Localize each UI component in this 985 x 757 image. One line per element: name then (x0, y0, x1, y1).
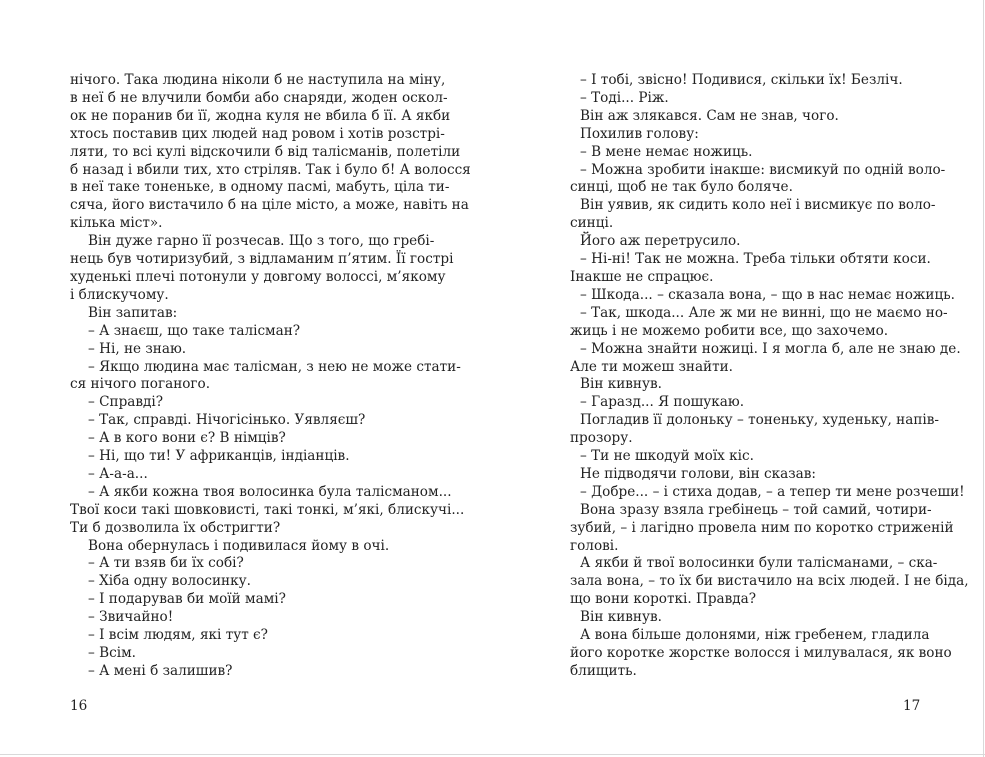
text-line: ся нічого поганого. (70, 376, 211, 393)
text-line: в неї б не влучили бомби або снаряди, жоден оскол- (70, 89, 448, 106)
text-line: кілька міст». (70, 215, 163, 232)
text-line: Його аж перетрусило. (580, 233, 741, 250)
text-line: – А знаєш, що таке талісман? (88, 322, 301, 339)
text-line: нець був чотиризубий, з відламаним п’ятим. Її гострі (70, 251, 454, 268)
text-line: худенькі плечі потонули у довгому волоссі, м’якому (70, 268, 446, 285)
text-line: – Можна знайти ножиці. І я могла б, але не знаю де. (580, 340, 961, 357)
text-line: – Справді? (88, 394, 164, 411)
text-line: нічого. Така людина ніколи б не наступила на міну, (70, 72, 446, 88)
text-line: Вона зразу взяла гребінець – той самий, чотири- (580, 501, 932, 518)
text-line: Не підводячи голови, він сказав: (580, 465, 816, 482)
left-page-number: 16 (70, 698, 88, 714)
text-line: – Шкода... – сказала вона, – що в нас немає ножиць. (580, 286, 955, 303)
text-line: А якби й твої волосинки були талісманами, – ска- (580, 555, 938, 572)
text-line: – Ти не шкодуй моїх кіс. (580, 448, 754, 465)
text-line: Він уявив, як сидить коло неї і висмикує по воло- (580, 197, 936, 214)
text-line: – І всім людям, які тут є? (88, 627, 268, 644)
text-line: Похилив голову: (580, 125, 699, 142)
text-line: – Тоді... Ріж. (580, 89, 669, 106)
text-line: жиць і не можемо робити все, що захочемо. (570, 322, 889, 339)
text-line: – Всім. (88, 645, 136, 661)
text-line: – Так, шкода... Але ж ми не винні, що не маємо но- (580, 304, 948, 321)
text-line: Він дуже гарно її розчесав. Що з того, що гребі- (88, 233, 435, 250)
text-line: – І подарував би моїй мамі? (88, 591, 286, 608)
text-line: Вона обернулась і подивилася йому в очі. (88, 537, 390, 554)
text-line: б назад і вбили тих, хто стріляв. Так і було б! А волосся (70, 161, 471, 178)
text-line: його коротке жорстке волосся і милувалася, як воно (570, 645, 952, 661)
text-line: Погладив її долоньку – тоненьку, худеньку, напів- (580, 412, 939, 429)
text-line: сяча, його вистачило б на ціле місто, а може, навіть на (70, 197, 469, 214)
text-line: – А ти взяв би їх собі? (88, 555, 244, 572)
text-line: Інакше не спрацює. (570, 268, 714, 285)
left-page-text (70, 72, 471, 681)
spread-right-edge (983, 0, 984, 757)
text-line: і блискучому. (70, 286, 169, 303)
text-line: Він запитав: (88, 304, 178, 321)
text-line: голові. (570, 537, 619, 554)
text-line: – Хіба одну волосинку. (88, 573, 251, 590)
text-line: що вони короткі. Правда? (570, 591, 757, 608)
right-page-text (570, 72, 969, 681)
text-line: – В мене немає ножиць. (580, 143, 753, 160)
text-line: Але ти можеш знайти. (570, 358, 734, 375)
text-line: – Звичайно! (88, 609, 174, 626)
text-line: А вона більше долонями, ніж гребенем, гладила (580, 627, 930, 644)
text-line: – Добре... – і стиха додав, – а тепер ти мене розчеши! (580, 483, 965, 500)
text-line: – І тобі, звісно! Подивися, скільки їх! Безліч. (580, 72, 903, 88)
text-line: зубий, – і лагідно провела ним по коротко стриженій (570, 519, 954, 536)
text-line: – А мені б залишив? (88, 662, 233, 679)
text-line: Ти б дозволила їх обстригти? (70, 519, 281, 536)
text-line: – Можна зробити інакше: висмикуй по одній воло- (580, 161, 946, 178)
right-page-number: 17 (903, 698, 921, 714)
text-line: – Так, справді. Нічогісінько. Уявляєш? (88, 412, 366, 429)
spread-bottom-edge (0, 754, 985, 755)
text-line: – Ні, що ти! У африканців, індіанців. (88, 448, 350, 465)
text-line: – Ні-ні! Так не можна. Треба тільки обтяти коси. (580, 251, 931, 268)
text-line: ок не поранив би її, жодна куля не вбила б її. А якби (70, 107, 451, 124)
text-line: – А якби кожна твоя волосинка була талісманом... (88, 483, 452, 500)
text-line: Він кивнув. (580, 376, 662, 393)
text-line: хтось поставив цих людей над ровом і хотів розстрі- (70, 125, 445, 142)
text-line: – Гаразд... Я пошукаю. (580, 394, 745, 411)
text-line: синці. (570, 215, 614, 232)
text-line: – Ні, не знаю. (88, 340, 187, 357)
text-line: ляти, то всі кулі відскочили б від талісманів, полетіли (70, 143, 461, 160)
text-line: – А-а-а... (88, 465, 148, 482)
text-line: в неї таке тоненьке, в одному пасмі, мабуть, ціла ти- (70, 179, 450, 196)
text-line: прозору. (570, 430, 633, 447)
text-line: Твої коси такі шовковисті, такі тонкі, м’які, блискучі... (70, 501, 465, 518)
text-line: – Якщо людина має талісман, з нею не може стати- (88, 358, 461, 375)
text-line: Він аж злякався. Сам не знав, чого. (580, 107, 839, 124)
text-line: блищить. (570, 662, 637, 679)
text-line: – А в кого вони є? В німців? (88, 430, 286, 447)
text-line: Він кивнув. (580, 609, 662, 626)
text-line: синці, щоб не так було боляче. (570, 179, 793, 196)
text-line: зала вона, – то їх би вистачило на всіх людей. І не біда, (570, 573, 969, 590)
